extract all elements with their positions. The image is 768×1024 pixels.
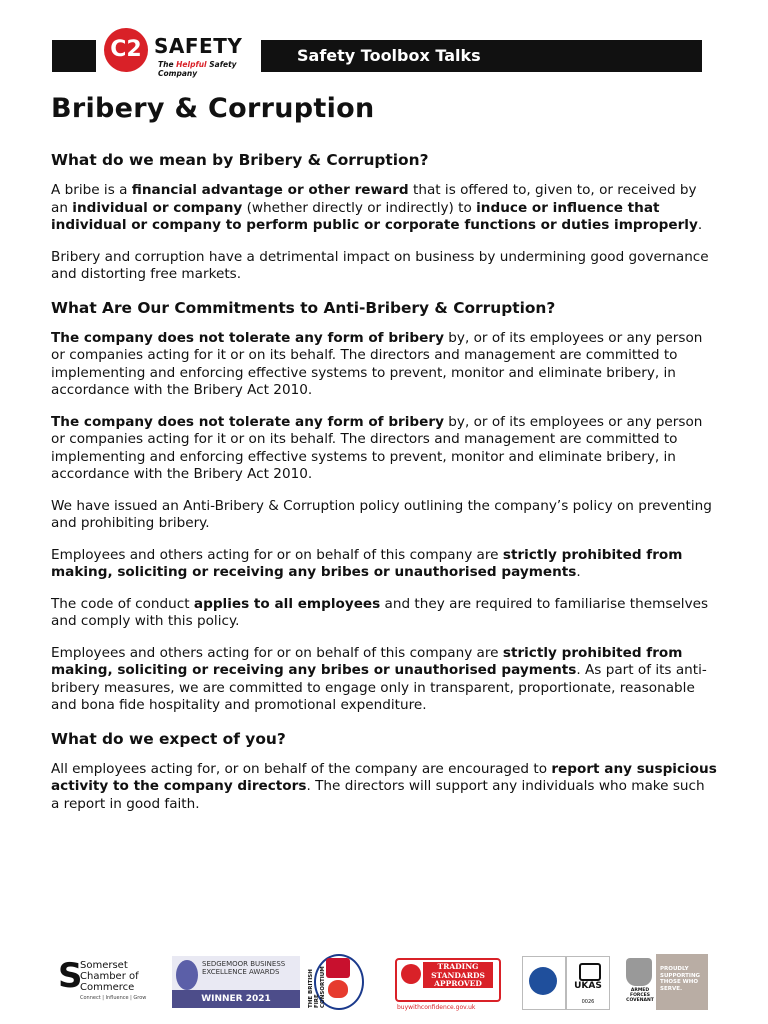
iso-ukas-logos (522, 952, 612, 1012)
accreditation-logos (52, 952, 712, 1014)
ukas-badge: UKAS 0026 (566, 956, 610, 1010)
paragraph: The company does not tolerate any form of bribery by, or of its employees or any person or companies acting for it or on its behalf. The directors and management are committed to implementing and enforcing effective systems to prevent, monitor and eliminate bribery, in accordance with the Bribery Act 2010. (51, 329, 703, 398)
trophy-figure-icon (176, 960, 198, 990)
header-banner: Safety Toolbox Talks (261, 40, 702, 72)
document-body (51, 150, 717, 827)
paragraph: Employees and others acting for or on behalf of this company are strictly prohibited from making, soliciting or receiving any bribes or unauthorised payments. (51, 546, 683, 580)
trading-standards-logo: TRADING STANDARDS APPROVED buywithconfidence.gov.uk (395, 952, 503, 1012)
section-heading-meaning: What do we mean by Bribery & Corruption? (51, 151, 429, 169)
iso-globe-icon (529, 967, 557, 995)
seal-icon (401, 964, 421, 984)
sedgemoor-award-logo: SEDGEMOOR BUSINESS EXCELLENCE AWARDS WINNER 2021 (172, 952, 300, 1012)
paragraph: The code of conduct applies to all employees and they are required to familiarise themselves and comply with this policy. (51, 595, 709, 629)
logo-tagline: The Helpful Safety Company (158, 60, 237, 78)
somerset-chamber-logo: S Somerset Chamber of Commerce Connect | Influence | Grow (58, 956, 147, 1001)
iso-certification-badge (522, 956, 566, 1010)
lion-crest-icon (626, 958, 652, 986)
armed-forces-covenant-logo: ARMED FORCES COVENANT PROUDLY SUPPORTING THOSE WHO SERVE. (622, 952, 712, 1012)
paragraph: A bribe is a financial advantage or other reward that is offered to, given to, or received by an individual or company (whether directly or indirectly) to induce or influence that individual or company to perform public or corporate functions or duties improperly. (51, 182, 703, 233)
crown-tick-icon (579, 963, 601, 981)
header-left-block (52, 40, 96, 72)
union-flag-icon (326, 958, 350, 978)
logo-wordmark: SAFETY (154, 34, 243, 58)
paragraph: Employees and others acting for or on behalf of this company are strictly prohibited from making, soliciting or receiving any bribes or unauthorised payments. As part of its anti-bribery measures, we are committed to engage only in transparent, proportionate, reasonable and bona fide hospitality and promotional expenditure. (51, 644, 707, 713)
paragraph: All employees acting for, or on behalf of the company are encouraged to report any suspicious activity to the company directors. The directors will support any individuals who make such a report in good faith. (51, 760, 717, 812)
chamber-s-icon: S (58, 956, 83, 996)
paragraph: Bribery and corruption have a detrimental impact on business by undermining good governance and distorting free markets. (51, 248, 709, 282)
paragraph: The company does not tolerate any form of bribery by, or of its employees or any person or companies acting for it or on its behalf. The directors and management are committed to implementing and enforcing effective systems to prevent, monitor and eliminate bribery, in accordance with the Bribery Act 2010. (51, 413, 703, 482)
flame-icon (328, 980, 348, 998)
page-title: Bribery & Corruption (51, 93, 375, 124)
c2-safety-logo (100, 26, 260, 76)
british-fire-consortium-logo: THE BRITISH FIRE CONSORTIUM (310, 952, 362, 1012)
c2-logo-mark: C2 (104, 28, 148, 72)
section-heading-commitments: What Are Our Commitments to Anti-Bribery & Corruption? (51, 298, 556, 317)
paragraph: We have issued an Anti-Bribery & Corruption policy outlining the company’s policy on preventing and prohibiting bribery. (51, 497, 712, 531)
section-heading-expectations: What do we expect of you? (51, 729, 286, 748)
